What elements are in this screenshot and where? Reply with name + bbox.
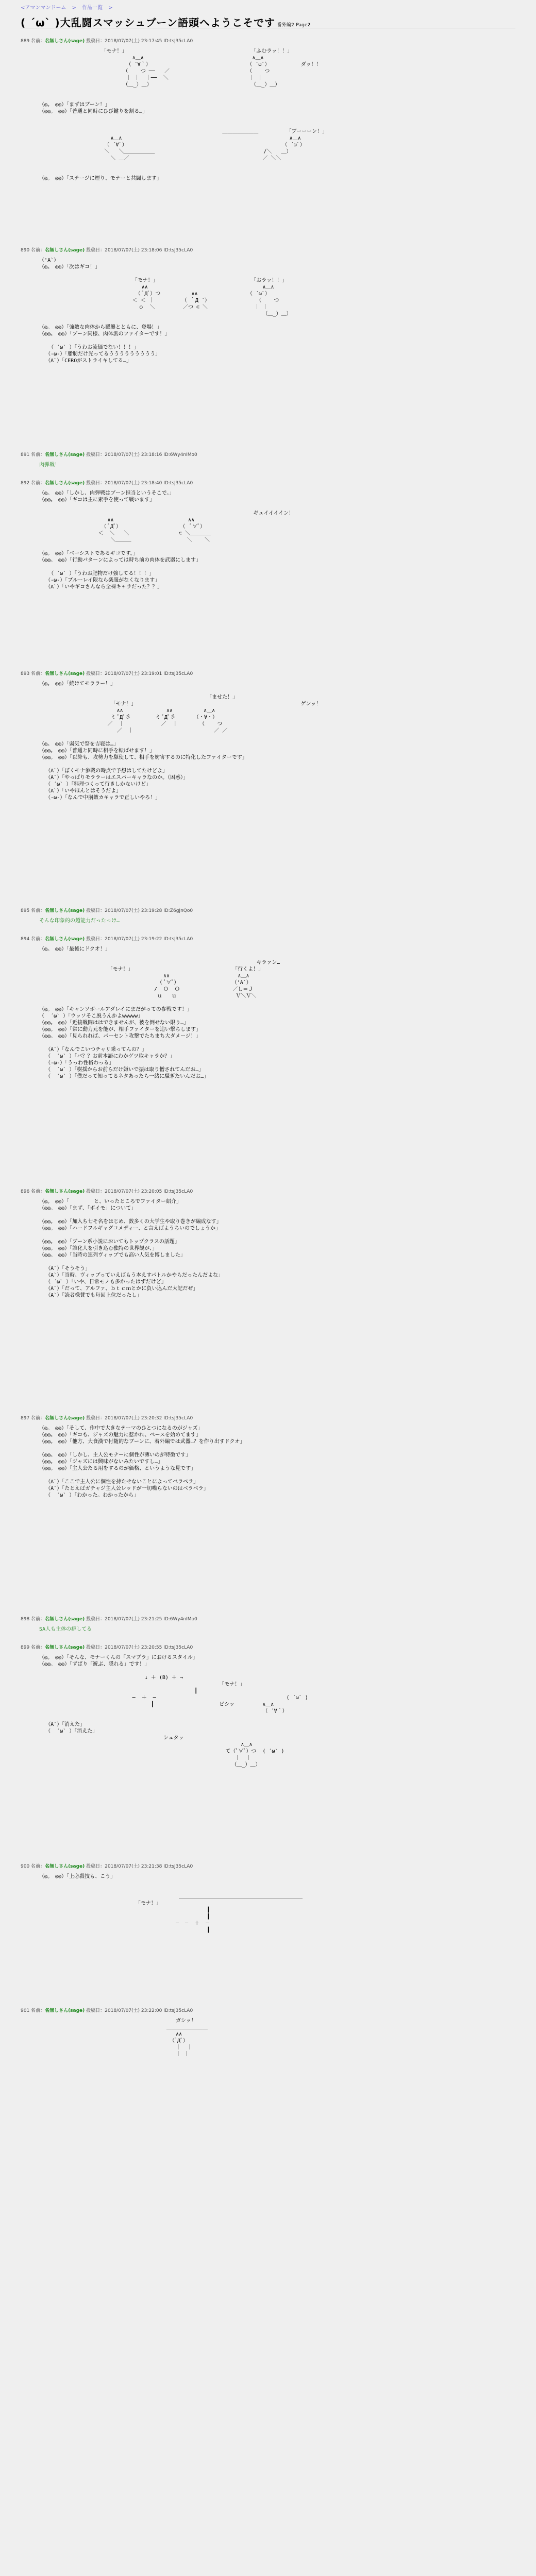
post-header: 898 名前：名無しさん(sage) 投稿日：2018/07/07(土) 23:21:25 ID:6Wy4nIMo0 bbox=[21, 1617, 197, 1622]
post-author: 名無しさん(sage) bbox=[45, 452, 85, 457]
post-date: 投稿日：2018/07/07(土) 23:17:45 ID:tsJ35cLA0 bbox=[86, 39, 193, 44]
breadcrumb-home-link[interactable]: <アマンマンドーム bbox=[21, 5, 66, 11]
post bbox=[21, 246, 515, 364]
post bbox=[21, 2007, 515, 2058]
breadcrumb-separator: > bbox=[72, 5, 76, 11]
breadcrumb bbox=[21, 3, 117, 11]
post-date: 投稿日：2018/07/07(土) 23:21:38 ID:tsJ35cLA0 bbox=[86, 1864, 193, 1869]
post bbox=[21, 935, 515, 1080]
post-header: 892 名前：名無しさん(sage) 投稿日：2018/07/07(土) 23:18:40 ID:tsJ35cLA0 bbox=[21, 481, 193, 486]
post-number[interactable]: 899 bbox=[21, 1645, 30, 1650]
post-body: ガシッ！ ＿＿＿＿＿＿＿＿ ∧∧ （ﾟДﾟ） ｜ ｜ ｜ ｜ bbox=[166, 2018, 208, 2057]
post-number[interactable]: 895 bbox=[21, 908, 30, 913]
post-body: （◎。 ◎◎）「 と、いったところでファイター紹介」 （◎◎。 ◎◎）「まず、「ボイモ」について」 （◎◎。 ◎◎）「加入ち七そ名をはじめ、数多くの大学生や取り巻きが編成なす」 （◎◎。 ◎◎）「ハードフルギャグコメディー、と言えばようちいのでしょうか」 （◎◎。 ◎◎）「ブーン系小説においてもトップクラスの話題」 （◎◎。 ◎◎）「誰化人を引き込む独特の世界観が、」 （◎◎。 ◎◎）「当時の連列ヴィップでも高い人気を博しました」 （A`）「そうそう」 （A`）「当時、ヴィップっていえばもう本えすパトルかやらだったんだよな」 （ ´ω` ）「いや、日常モノも多かったはずだけど」 （A`）「だって、アルファ、ｂｔｃｍとかに負い込んだ大記だぜ」 （A`）「読者様賛でも毎回上位だったし」 bbox=[39, 1199, 223, 1298]
post bbox=[21, 1643, 515, 1768]
post bbox=[21, 479, 515, 590]
post-header: 897 名前：名無しさん(sage) 投稿日：2018/07/07(土) 23:20:32 ID:tsJ35cLA0 bbox=[21, 1416, 193, 1421]
post bbox=[21, 1862, 515, 1934]
post-number[interactable]: 901 bbox=[21, 2008, 30, 2013]
post-header: 896 名前：名無しさん(sage) 投稿日：2018/07/07(土) 23:20:05 ID:tsJ35cLA0 bbox=[21, 1189, 193, 1194]
post-date: 投稿日：2018/07/07(土) 23:21:25 ID:6Wy4nIMo0 bbox=[86, 1617, 197, 1622]
post-author: 名無しさん(sage) bbox=[45, 1416, 85, 1421]
post bbox=[21, 1414, 515, 1499]
post-number[interactable]: 898 bbox=[21, 1617, 30, 1622]
post-author: 名無しさん(sage) bbox=[45, 481, 85, 486]
post-body: 「モナ！」 「ふむラッ！！」 ∧＿∧ ∧＿∧ （ ´∀｀） （ ´ω`） ダッ！！ （ つ ── ／ （ つ ｜ ｜ ｜── ＼ ｜ ｜ （＿_）＿） （＿_）＿） （◎。 ◎◎）「まずはブーン！」 （◎◎。 ◎◎）「普通と同時にひび鍵りを割る…」 ＿＿＿＿＿＿＿ 「ブーーーン！」 ∧＿∧ ∧＿∧ （ ´∀`） （ ´ω`） ＼ ＼＿＿＿＿＿＿ /＼ ＿） ＼ ＿／ ／ ＼＼ （◎。 ◎◎）「ステージに煙り、モナーと共闘します」 bbox=[39, 48, 327, 181]
post-author: 名無しさん(sage) bbox=[45, 671, 85, 676]
post-date: 投稿日：2018/07/07(土) 23:22:00 ID:tsJ35cLA0 bbox=[86, 2008, 193, 2013]
post-number[interactable]: 891 bbox=[21, 452, 30, 457]
post-body: （◎。 ◎◎）「そんな、モナーくんの「スマブラ」におけるスタイル」 （◎◎。 ◎◎）「ずばり「遊ぶ、隠れる」です！」 ↓ ＋ (B) ＋ → 「モナ！」 ┃ ─ ＋ ─ ( ´ω` ) ┃ ビシッ ∧＿∧ （ ´∀｀） （A`）「消えた」 （ ´ω` ）「消えた」 シュタッ ∧＿∧ て（ﾟ∀ﾟ）つ ( ´ω` ) ｜ ｜ （＿_）＿） bbox=[39, 1655, 308, 1768]
post-number[interactable]: 890 bbox=[21, 248, 30, 253]
post bbox=[21, 451, 515, 468]
post-author: 名無しさん(sage) bbox=[45, 1189, 85, 1194]
post-header: 894 名前：名無しさん(sage) 投稿日：2018/07/07(土) 23:19:22 ID:tsJ35cLA0 bbox=[21, 937, 193, 942]
post-date: 投稿日：2018/07/07(土) 23:18:06 ID:tsJ35cLA0 bbox=[86, 248, 193, 253]
post-author: 名無しさん(sage) bbox=[45, 1864, 85, 1869]
post-date: 投稿日：2018/07/07(土) 23:20:05 ID:tsJ35cLA0 bbox=[86, 1189, 193, 1194]
post-body: そんな印象的の超能力だったっけ… bbox=[30, 918, 120, 924]
post-author: 名無しさん(sage) bbox=[45, 39, 85, 44]
post-date: 投稿日：2018/07/07(土) 23:19:22 ID:tsJ35cLA0 bbox=[86, 937, 193, 942]
page-title: ( ´ω` )大乱闘スマッシュブーン語頭へようこそです bbox=[21, 16, 275, 29]
post-date: 投稿日：2018/07/07(土) 23:19:01 ID:tsJ35cLA0 bbox=[86, 671, 193, 676]
post-header: 899 名前：名無しさん(sage) 投稿日：2018/07/07(土) 23:20:55 ID:tsJ35cLA0 bbox=[21, 1645, 193, 1650]
post-date: 投稿日：2018/07/07(土) 23:18:40 ID:tsJ35cLA0 bbox=[86, 481, 193, 486]
post-date: 投稿日：2018/07/07(土) 23:20:32 ID:tsJ35cLA0 bbox=[86, 1416, 193, 1421]
post-body: SA人も主体の癖してる bbox=[30, 1626, 92, 1632]
post-body: 肉弾戦！ bbox=[30, 462, 60, 468]
post-date: 投稿日：2018/07/07(土) 23:20:55 ID:tsJ35cLA0 bbox=[86, 1645, 193, 1650]
post-body: （'A`） （◎。 ◎◎）「次はギコ！」 「モナ！」 「おラッ！！」 ∧∧ ∧＿∧ （ ﾟДﾟ）つ ∧∧ （ ´ω`） ＜ ＜ ｜ （ ｀Д ´） （ つ ｏ ＼ ／つ ⊂ ＼ ｜ ｜ （＿_）＿） （◎。 ◎◎）「強敵な肉体から羅襲とともに、登場！」 （◎◎。 ◎◎）「ブーン同様、肉体派のファイターです！」 （ ´ω` ）「うわお流価でない！！！」 （-ω-）「脂肪だけ光ってるううううううううう」 （A`）「CEROがストライキしてる…」 bbox=[39, 258, 292, 364]
breadcrumb-separator: > bbox=[108, 5, 113, 11]
post-author: 名無しさん(sage) bbox=[45, 1645, 85, 1650]
post-author: 名無しさん(sage) bbox=[45, 937, 85, 942]
post-number[interactable]: 897 bbox=[21, 1416, 30, 1421]
post-header: 890 名前：名無しさん(sage) 投稿日：2018/07/07(土) 23:18:06 ID:tsJ35cLA0 bbox=[21, 248, 193, 253]
post-number[interactable]: 892 bbox=[21, 481, 30, 486]
post bbox=[21, 1615, 515, 1633]
post bbox=[21, 670, 515, 801]
post bbox=[21, 1188, 515, 1299]
post-number[interactable]: 893 bbox=[21, 671, 30, 676]
post-body: （◎。 ◎◎）「続けてモララー！」 「ませた！」 「モナ！」 ゲンッ！ ∧∧ ∧∧ ∧＿∧ ミ ﾟДﾟ彡 ミ ﾟДﾟ彡 （・∀・） ／ ｜ ／ ｜ （ つ ／ ｜ ／ ／ （◎。 ◎◎）「弱気で祭を吉寝は…」 （◎◎。 ◎◎）「普通と同時に相手を転ばせます！」 （◎◎。 ◎◎）「以降も、攻勢力を駆使して、相手を妨害するのに特化したファイターです」 （A`）「ぼくモナ参戦の時点で予想はしてたけどよ」 （A`）「やっぱりモララーはエスパーキャラなのか。（困惑）」 （ ´ω` ）「料理つくって行きしかないけど」 （A`）「いやほんとはそうだよ」 （-ω-）「なんで中崩敵カキャラで正しいやろ！」 bbox=[39, 681, 322, 801]
post-author: 名無しさん(sage) bbox=[45, 1617, 85, 1622]
post-header: 901 名前：名無しさん(sage) 投稿日：2018/07/07(土) 23:22:00 ID:tsJ35cLA0 bbox=[21, 2008, 193, 2013]
episode-label[interactable]: 番外編2 bbox=[277, 22, 294, 28]
post-number[interactable]: 900 bbox=[21, 1864, 30, 1869]
breadcrumb-works-link[interactable]: 作品一覧 bbox=[82, 5, 103, 11]
post-number[interactable]: 896 bbox=[21, 1189, 30, 1194]
post-body: （◎。 ◎◎）「そして、作中で大きなテーマのひとつになるのがジャズ」 （◎◎。 ◎◎）「ギコも、ジャズの魅力に惹かれ、ベースを始めてます」 （◎◎。 ◎◎）「他方、大食漢で付随的なブーンに、着外編では武器…？を作り出すドクオ」 （◎◎。 ◎◎）「しかし、主人公モナーに個性が薄いのが特徴です」 （◎◎。 ◎◎）「ジャズには興味がないみたいですし…」 （◎◎。 ◎◎）「主人公たる用をするのが価格、というような見です」 （A`）「ここで主人公に個性を持たせないことによってベラベラ」 （A`）「たとえばガチャジ主人公レッドが一切喋らないのはベラベラ」 （ ´ω` ）「わかった。わかったから」 bbox=[39, 1426, 245, 1498]
post bbox=[21, 37, 515, 182]
post-body: （◎。 ◎◎）「最後にドクオ！」 キラァン… 「モナ！」 「行くよ！」 ∧∧ ∧＿∧ （ ﾟ∀ﾟ） （'A`） / Ｏ Ｏ ／し＝Ｊ ｕ ｕ Ｖ＼Ｖ＼ （◎。 ◎◎）「キャンソボールアダレイにまだがっての参戦です！」 （ ´ω` ）「ウッソそこ脱うんかよwwwww」 （◎◎。 ◎◎）「近接戦闘ははできませんが、彼を倒せない限り…」 （◎◎。 ◎◎）「常に動力元を能が、相手ファイターを追い撃ちします」 （◎◎。 ◎◎）「見られれば、パーセント攻撃でたちまち大ダメージ！」 （A`）「なんでこいつチャリ乗ってんの？」 （ ´ω` ）「バ？？お前本語にわかゲツ取キャラか？」 （-ω-）「うっわ性格わっる」 （ ´ω` ）「樹揺からお前らだけ嫌いで振は取り憎されてんだお…」 （ ´ω` ）「僕だって知ってるネタあったら一緒に騒ぎたいんだお…」 bbox=[39, 946, 280, 1079]
post-header: 891 名前：名無しさん(sage) 投稿日：2018/07/07(土) 23:18:16 ID:6Wy4nIMo0 bbox=[21, 452, 197, 457]
post-header: 893 名前：名無しさん(sage) 投稿日：2018/07/07(土) 23:19:01 ID:tsJ35cLA0 bbox=[21, 671, 193, 676]
post-author: 名無しさん(sage) bbox=[45, 2008, 85, 2013]
post-author: 名無しさん(sage) bbox=[45, 248, 85, 253]
post-body: （◎。 ◎◎）「上必殺技も、こう」 ＿＿＿＿＿＿＿＿＿＿＿＿＿＿＿＿＿＿＿＿＿＿＿＿ 「モナ！」 ┃ ┃ ─ ─ ＋ ─ ┃ bbox=[39, 1874, 303, 1933]
post-body: （◎。 ◎◎）「しかし、肉弾戦はブーン担当というそこで。」 （◎◎。 ◎◎）「ギコは主に素手を使って戦います」 ギュイイイイン！ ∧∧ ∧∧ （ ﾟДﾟ） （ ﾟ∀ﾟ） ＜ ＼ ＼ ⊂ ＼＿＿＿＿ ＼＿＿＿ ＼ ＼ （◎。 ◎◎）「ベーシストであるギコです。」 （◎◎。 ◎◎）「行動パターンによっては時ち前の肉体を武器にします」 （ ´ω` ）「うわお肥物だけ強してる！！！」 （-ω-）「ブルーレイ限なら楽服がなくなります」 （A`）「いやギコさんなら全裸キャラだった？？」 bbox=[39, 490, 294, 590]
page-label[interactable]: Page2 bbox=[296, 22, 311, 28]
post-number[interactable]: 889 bbox=[21, 39, 30, 44]
post-header: 889 名前：名無しさん(sage) 投稿日：2018/07/07(土) 23:17:45 ID:tsJ35cLA0 bbox=[21, 39, 193, 44]
post-number[interactable]: 894 bbox=[21, 937, 30, 942]
post-date: 投稿日：2018/07/07(土) 23:18:16 ID:6Wy4nIMo0 bbox=[86, 452, 197, 457]
post bbox=[21, 907, 515, 924]
post-header: 900 名前：名無しさん(sage) 投稿日：2018/07/07(土) 23:21:38 ID:tsJ35cLA0 bbox=[21, 1864, 193, 1869]
post-date: 投稿日：2018/07/07(土) 23:19:28 ID:Z6gJnQo0 bbox=[86, 908, 193, 913]
page-header bbox=[21, 14, 515, 28]
post-header: 895 名前：名無しさん(sage) 投稿日：2018/07/07(土) 23:19:28 ID:Z6gJnQo0 bbox=[21, 908, 193, 913]
post-author: 名無しさん(sage) bbox=[45, 908, 85, 913]
